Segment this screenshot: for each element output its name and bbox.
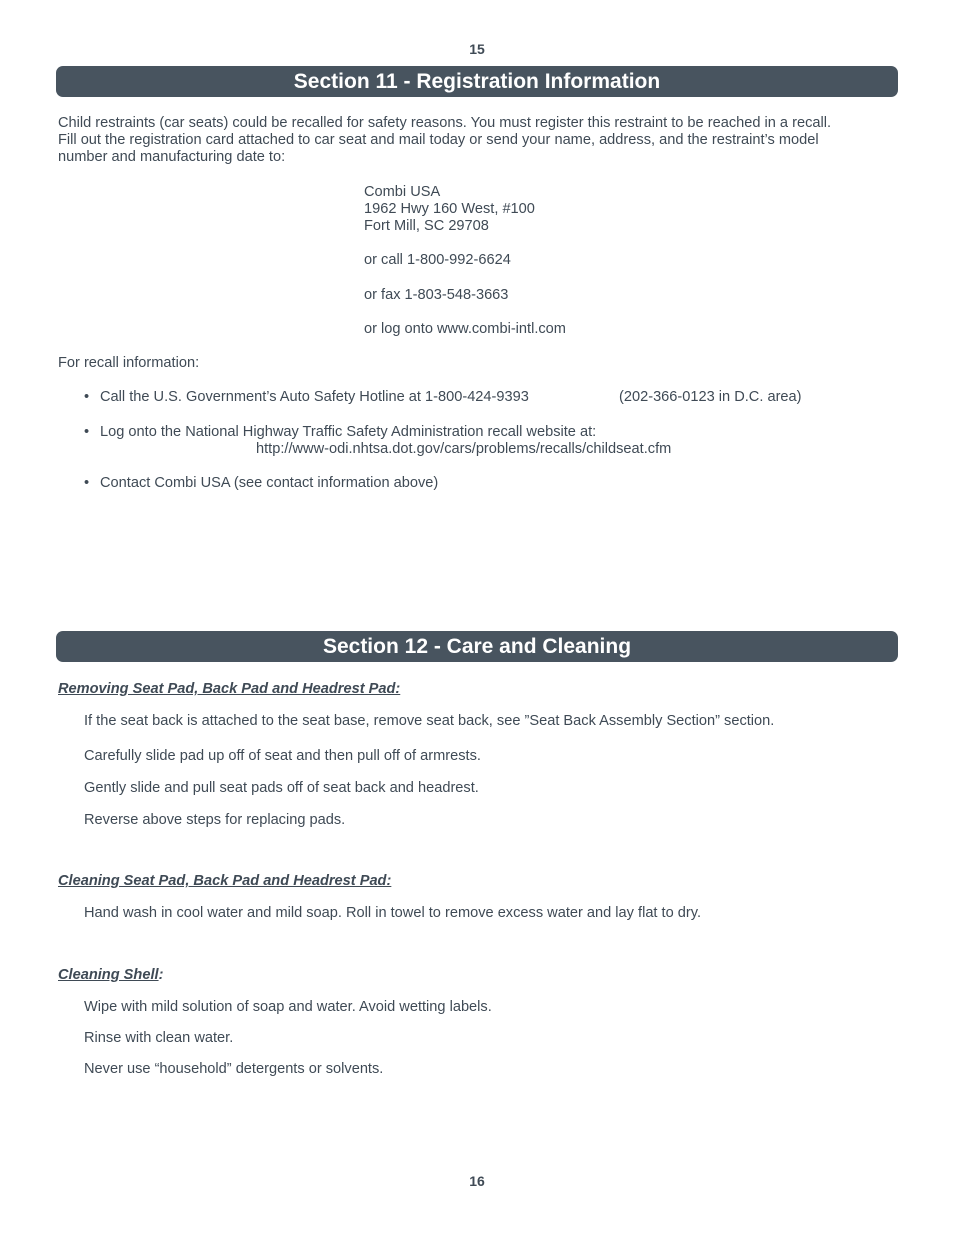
cleaning-pads-heading-text: Cleaning Seat Pad, Back Pad and Headrest Pad: [58, 873, 392, 889]
address-line-3: Fort Mill, SC 29708 [364, 218, 489, 234]
page-number-bottom: 16 [469, 1173, 485, 1189]
hotline-text: Call the U.S. Government’s Auto Safety Hotline at 1-800-424-9393 [100, 389, 529, 405]
section-12-header: Section 12 - Care and Cleaning [56, 631, 898, 662]
cleaning-pads-heading [58, 873, 391, 889]
fax-number: or fax 1-803-548-3663 [364, 287, 509, 303]
section-11-header: Section 11 - Registration Information [56, 66, 898, 97]
intro-line-1: Child restraints (car seats) could be recalled for safety reasons. You must register this restraint to be reached in a recall. [58, 115, 832, 131]
address-line-2: 1962 Hwy 160 West, #100 [364, 201, 535, 217]
address-line-1: Combi USA [364, 184, 441, 200]
cleaning-shell-heading [58, 967, 163, 983]
nhtsa-url: http://www-odi.nhtsa.dot.gov/cars/problems/recalls/childseat.cfm [256, 441, 672, 457]
removing-heading [58, 681, 400, 697]
contact-text: Contact Combi USA (see contact information above) [100, 475, 439, 491]
recall-label: For recall information: [58, 355, 200, 371]
cleaning-shell-step-3: Never use “household” detergents or solvents. [84, 1061, 384, 1077]
cleaning-shell-heading-text: Cleaning Shell [58, 967, 159, 983]
hotline-dc-text: (202-366-0123 in D.C. area) [619, 389, 802, 405]
bullet-marker: • [84, 389, 90, 405]
bullet-marker: • [84, 424, 90, 440]
call-number: or call 1-800-992-6624 [364, 252, 511, 268]
page-number-top: 15 [469, 41, 485, 57]
cleaning-pads-step-1: Hand wash in cool water and mild soap. Roll in towel to remove excess water and lay flat to dry. [84, 905, 702, 921]
website: or log onto www.combi-intl.com [364, 321, 566, 337]
removing-step-1: If the seat back is attached to the seat base, remove seat back, see ”Seat Back Assembly Section” section. [84, 713, 775, 729]
intro-line-3: number and manufacturing date to: [58, 149, 286, 165]
nhtsa-text: Log onto the National Highway Traffic Safety Administration recall website at: [100, 424, 597, 440]
removing-step-3: Gently slide and pull seat pads off of seat back and headrest. [84, 780, 479, 796]
intro-line-2: Fill out the registration card attached to car seat and mail today or send your name, address, and the restraint’s model [58, 132, 819, 148]
removing-step-4: Reverse above steps for replacing pads. [84, 812, 346, 828]
cleaning-shell-step-2: Rinse with clean water. [84, 1030, 234, 1046]
bullet-marker: • [84, 475, 90, 491]
removing-heading-text: Removing Seat Pad, Back Pad and Headrest Pad: [58, 681, 401, 697]
removing-step-2: Carefully slide pad up off of seat and then pull off of armrests. [84, 748, 481, 764]
cleaning-shell-heading-colon: : [158, 967, 164, 983]
cleaning-shell-step-1: Wipe with mild solution of soap and water. Avoid wetting labels. [84, 999, 492, 1015]
